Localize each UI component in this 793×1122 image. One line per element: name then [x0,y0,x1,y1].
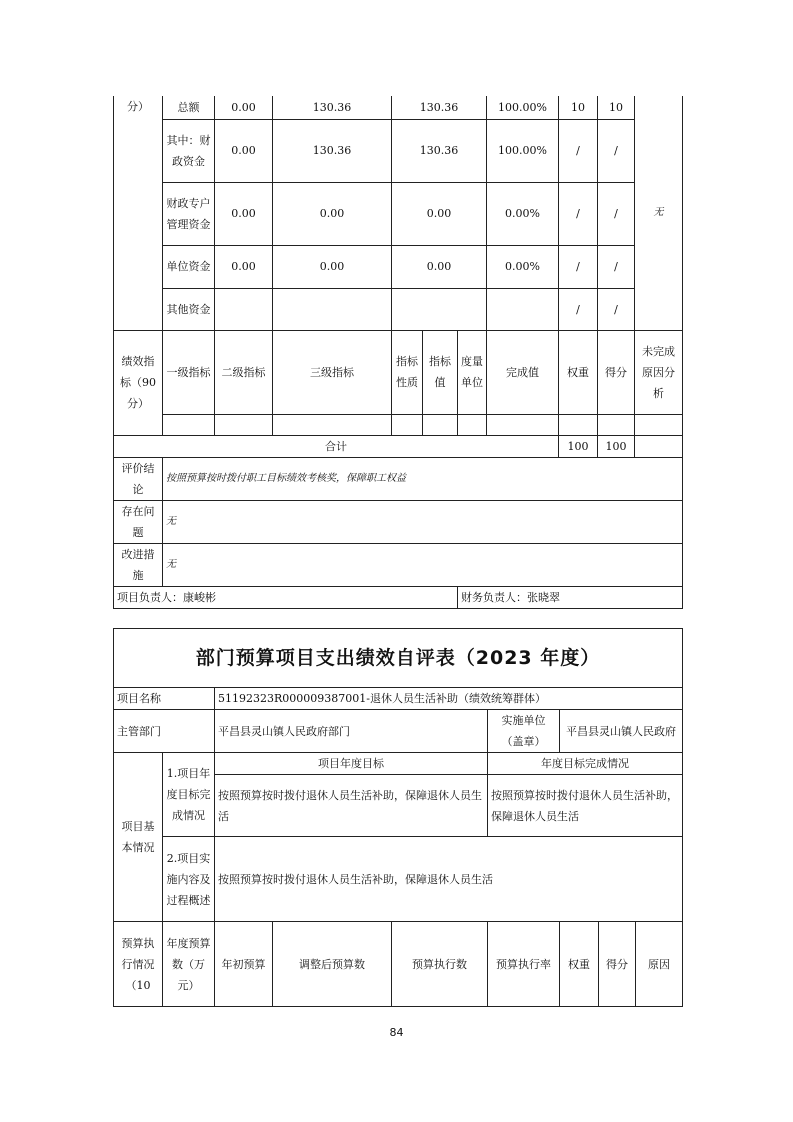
fund-rate: 0.00% [487,245,559,288]
fund-weight: / [559,288,598,330]
header-initial: 年初预算 [215,922,273,1007]
goal-value: 按照预算按时拨付退休人员生活补助，保障退休人员生活 [215,775,488,837]
goal-label: 1.项目年度目标完成情况 [163,753,215,837]
dept-label: 主管部门 [114,710,215,753]
impl-unit-value: 平昌县灵山镇人民政府 [560,710,683,753]
header-completed: 完成值 [487,330,559,414]
goal-done-header: 年度目标完成情况 [488,753,683,775]
self-evaluation-table [113,628,683,1007]
fund-score: / [598,182,635,245]
finance-lead: 财务负责人：张晓翠 [458,586,683,608]
basic-info-label: 项目基本情况 [114,753,163,922]
empty-cell [215,414,273,435]
fund-rate: 0.00% [487,182,559,245]
header-unit: 度量单位 [458,330,487,414]
fund-weight: 10 [559,96,598,119]
content-label: 2.项目实施内容及过程概述 [163,837,215,922]
empty-cell [635,435,683,457]
impl-unit-label: 实施单位（盖章） [488,710,560,753]
header-reason: 未完成原因分析 [635,330,683,414]
goal-done-value: 按照预算按时拨付退休人员生活补助，保障退休人员生活 [488,775,683,837]
fund-initial: 0.00 [215,96,273,119]
fund-score: / [598,119,635,182]
page-number: 84 [389,1026,404,1039]
fund-executed [392,288,487,330]
fund-adjusted: 130.36 [273,96,392,119]
header-weight: 权重 [559,330,598,414]
project-name-value: 51192323R000009387001-退休人员生活补助（绩效统筹群体） [215,688,683,710]
improve-label: 改进措施 [114,543,163,586]
issue-value: 无 [163,500,683,543]
fund-name: 其中：财政资金 [163,119,215,182]
header-weight: 权重 [560,922,599,1007]
fund-name: 总额 [163,96,215,119]
header-rate: 预算执行率 [488,922,560,1007]
fund-rate: 100.00% [487,119,559,182]
goal-header: 项目年度目标 [215,753,488,775]
fund-weight: / [559,245,598,288]
header-value: 指标值 [423,330,458,414]
budget-amount-label: 年度预算数（万元） [163,922,215,1007]
empty-cell [392,414,423,435]
header-adjusted: 调整后预算数 [273,922,392,1007]
total-score: 100 [598,435,635,457]
header-level3: 三级指标 [273,330,392,414]
total-label: 合计 [114,435,559,457]
fund-initial: 0.00 [215,245,273,288]
fund-weight: / [559,182,598,245]
fund-executed: 130.36 [392,119,487,182]
improve-value: 无 [163,543,683,586]
empty-cell [458,414,487,435]
perf-indicator-label: 绩效指标（90分） [114,330,163,435]
fund-score: / [598,245,635,288]
fund-executed: 0.00 [392,245,487,288]
total-weight: 100 [559,435,598,457]
fund-executed: 130.36 [392,96,487,119]
fund-rate: 100.00% [487,96,559,119]
fund-executed: 0.00 [392,182,487,245]
eval-label: 评价结论 [114,457,163,500]
fund-score: / [598,288,635,330]
empty-cell [598,414,635,435]
fund-adjusted [273,288,392,330]
eval-value: 按照预算按时拨付职工目标绩效考核奖，保障职工权益 [163,457,683,500]
fund-adjusted: 0.00 [273,182,392,245]
header-score: 得分 [598,330,635,414]
empty-cell [487,414,559,435]
fund-rate [487,288,559,330]
fund-name: 单位资金 [163,245,215,288]
empty-cell [559,414,598,435]
header-score: 得分 [599,922,636,1007]
reason-value: 无 [635,96,683,330]
fund-weight: / [559,119,598,182]
fund-adjusted: 0.00 [273,245,392,288]
header-executed: 预算执行数 [392,922,488,1007]
budget-section-label-tail: 分） [114,96,163,330]
project-lead: 项目负责人：康峻彬 [114,586,458,608]
header-nature: 指标性质 [392,330,423,414]
fund-initial [215,288,273,330]
header-level2: 二级指标 [215,330,273,414]
empty-cell [163,414,215,435]
content-value: 按照预算按时拨付退休人员生活补助，保障退休人员生活 [215,837,683,922]
issue-label: 存在问题 [114,500,163,543]
project-name-label: 项目名称 [114,688,215,710]
form-title: 部门预算项目支出绩效自评表（2023 年度） [114,629,683,688]
fund-score: 10 [598,96,635,119]
fund-adjusted: 130.36 [273,119,392,182]
budget-exec-label: 预算执行情况（10 [114,922,163,1007]
dept-value: 平昌县灵山镇人民政府部门 [215,710,488,753]
empty-cell [635,414,683,435]
empty-cell [423,414,458,435]
header-reason: 原因 [636,922,683,1007]
empty-cell [273,414,392,435]
fund-initial: 0.00 [215,119,273,182]
header-level1: 一级指标 [163,330,215,414]
fund-name: 其他资金 [163,288,215,330]
fund-initial: 0.00 [215,182,273,245]
performance-table-continued [113,96,683,609]
fund-name: 财政专户管理资金 [163,182,215,245]
